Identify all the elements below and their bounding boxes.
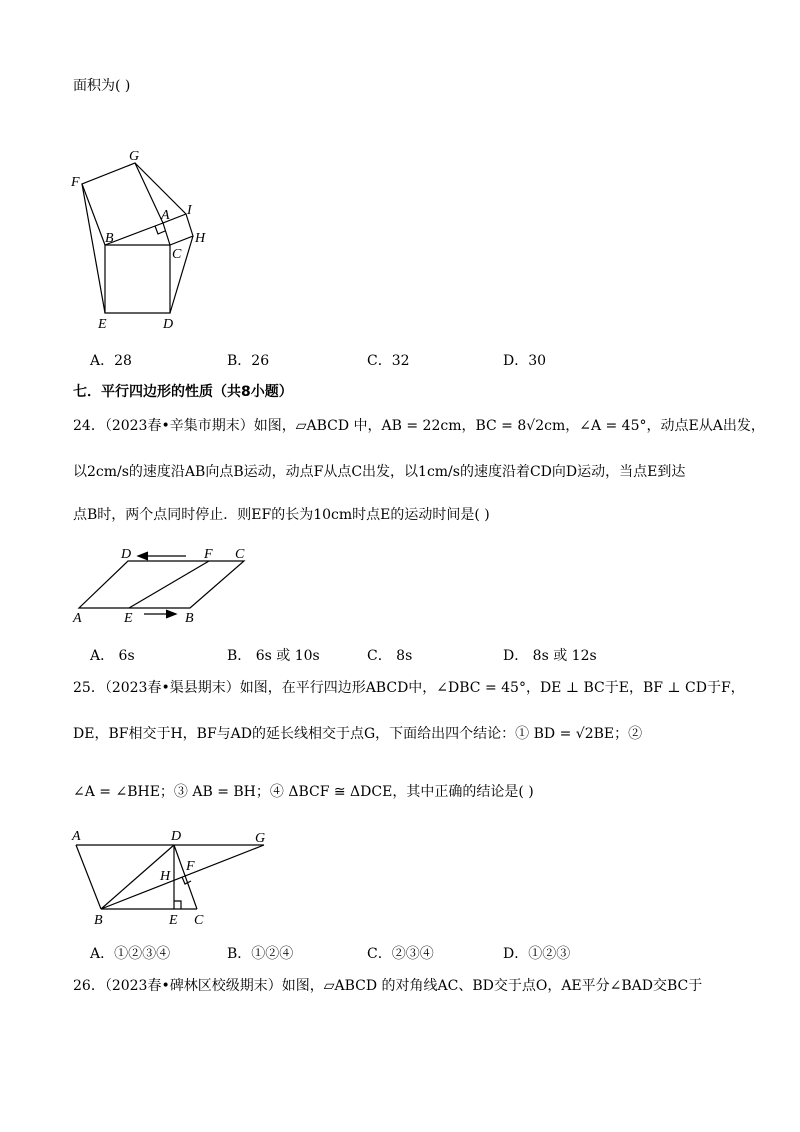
q26-line1: 26．（2023春•碑林区校级期末）如图，▱ABCD 的对角线AC、BD交于点O，AE平分∠BAD交BC于: [73, 978, 703, 994]
q24-label-F: F: [204, 547, 213, 562]
q24-option-d: D． 8s 或 12s: [503, 648, 597, 664]
q24-option-c: C． 8s: [367, 648, 413, 664]
q23-label-D: D: [163, 317, 174, 332]
q25-option-b: B．①②④: [227, 946, 294, 962]
q24-line2: 以2cm/s的速度沿AB向点B运动，动点F从点C出发，以1cm/s的速度沿着CD向D运动，当点E到达: [73, 464, 686, 480]
section-title: 七．平行四边形的性质（共8小题）: [73, 384, 293, 400]
q23-option-c: C．32: [367, 353, 410, 369]
q24-line1: 24．（2023春•辛集市期末）如图，▱ABCD 中，AB = 22cm，BC = 8√2cm，∠A = 45°，动点E从A出发，: [73, 418, 765, 434]
q25-line2: DE，BF相交于H，BF与AD的延长线相交于点G，下面给出四个结论：① BD = √2BE；②: [73, 726, 643, 742]
q24-figure: [68, 546, 258, 628]
q24-line3: 点B时，两个点同时停止．则EF的长为10cm时点E的运动时间是( ): [73, 507, 490, 523]
q23-figure: [65, 148, 225, 338]
q24-label-C: C: [235, 547, 245, 562]
q25-option-a: A．①②③④: [90, 946, 171, 962]
q25-line1: 25．（2023春•渠县期末）如图，在平行四边形ABCD中，∠DBC = 45°，DE ⊥ BC于E，BF ⊥ CD于F，: [73, 680, 745, 696]
q23-label-E: E: [98, 317, 107, 332]
q25-label-G: G: [255, 831, 266, 846]
q24-label-B: B: [185, 611, 194, 626]
q23-option-a: A．28: [90, 353, 132, 369]
q24-option-a: A． 6s: [90, 648, 135, 664]
q23-option-b: B．26: [227, 353, 270, 369]
q23-label-B: B: [105, 231, 114, 246]
q23-option-d: D．30: [503, 353, 547, 369]
q24-label-A: A: [73, 611, 82, 626]
q23-label-I: I: [187, 203, 192, 218]
q23-label-H: H: [195, 231, 206, 246]
q25-label-B: B: [94, 913, 103, 928]
q25-line3: ∠A = ∠BHE；③ AB = BH；④ ΔBCF ≅ ΔDCE，其中正确的结论是( ): [73, 784, 534, 800]
q23-label-A: A: [161, 208, 170, 223]
q25-label-C: C: [194, 913, 204, 928]
q25-label-D: D: [171, 829, 182, 844]
q25-label-F: F: [186, 859, 195, 874]
q23-label-G: G: [129, 149, 140, 164]
q24-label-E: E: [124, 611, 133, 626]
q24-label-D: D: [121, 547, 132, 562]
q25-label-E: E: [169, 913, 178, 928]
q24-option-b: B． 6s 或 10s: [227, 648, 320, 664]
q23-tail-text: 面积为( ): [73, 78, 131, 94]
q25-label-H: H: [160, 869, 171, 884]
q23-label-C: C: [172, 247, 182, 262]
q23-label-F: F: [71, 175, 80, 190]
q25-figure: [68, 826, 278, 936]
q25-option-d: D．①②③: [503, 946, 571, 962]
q25-option-c: C．②③④: [367, 946, 434, 962]
q25-label-A: A: [72, 829, 81, 844]
